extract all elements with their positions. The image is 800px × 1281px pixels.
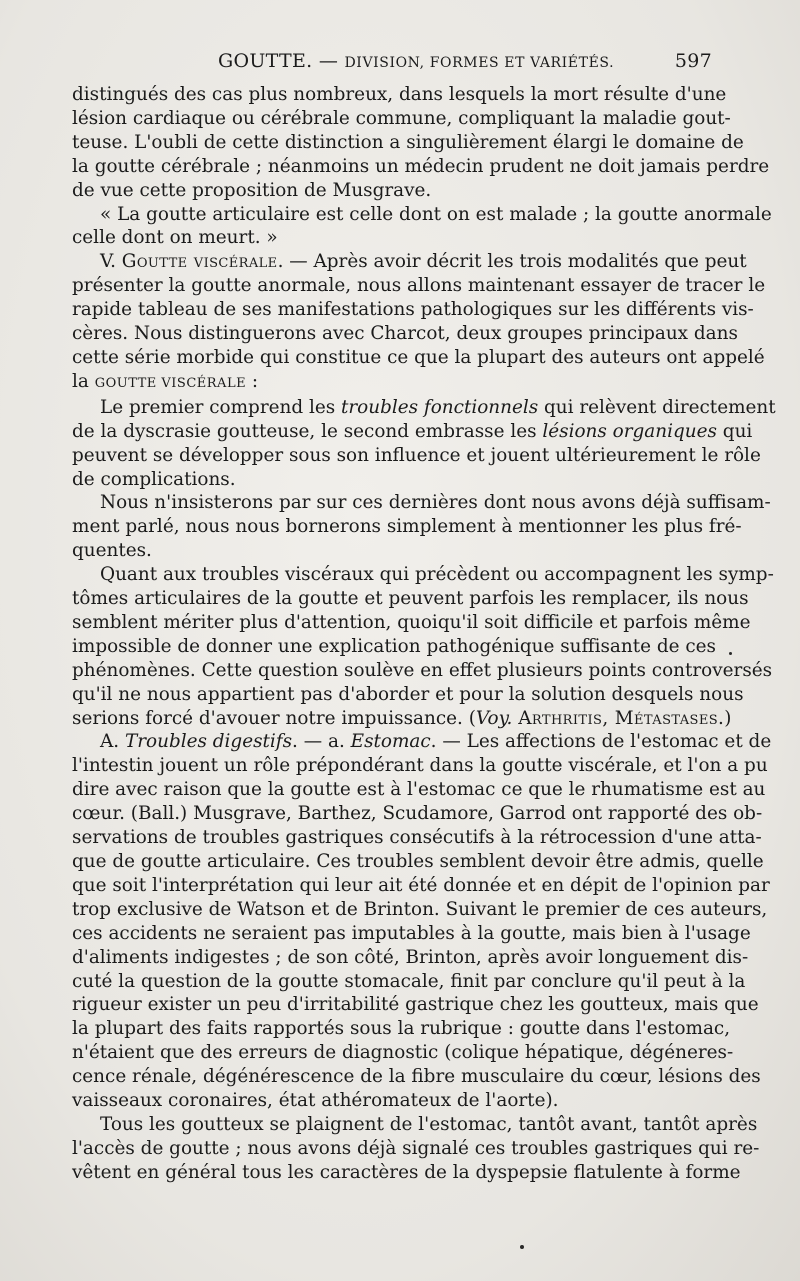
text-line: tômes articulaires de la goutte et peuvent parfois les remplacer, ils nous bbox=[72, 588, 749, 610]
text-line bbox=[72, 250, 747, 274]
text-line: lésion cardiaque ou cérébrale commune, compliquant la maladie gout- bbox=[72, 107, 731, 129]
text-line: cette série morbide qui constitue ce que la plupart des auteurs ont appelé bbox=[72, 346, 765, 368]
text-line bbox=[72, 420, 753, 444]
text-line: cœur. (Ball.) Musgrave, Barthez, Scudamore, Garrod ont rapporté des ob- bbox=[72, 803, 763, 825]
header-subtitle: DIVISION, FORMES ET VARIÉTÉS. bbox=[344, 55, 615, 71]
text-line: ment parlé, nous nous bornerons simplement à mentionner les plus fré- bbox=[72, 516, 742, 538]
text-line: peuvent se développer sous son influence et jouent ultérieurement le rôle bbox=[72, 444, 761, 466]
text-line: teuse. L'oubli de cette distinction a singulièrement élargi le domaine de bbox=[72, 131, 744, 153]
line-segment: Le premier comprend les bbox=[100, 396, 341, 418]
running-title bbox=[218, 50, 614, 72]
text-line: Nous n'insisterons par sur ces dernières dont nous avons déjà suffisam- bbox=[100, 492, 771, 514]
text-line: la goutte cérébrale ; néanmoins un médecin prudent ne doit jamais perdre bbox=[72, 155, 770, 177]
text-line: d'aliments indigestes ; de son côté, Brinton, après avoir longuement dis- bbox=[72, 946, 749, 968]
line-segment: la bbox=[72, 370, 95, 392]
text-line: phénomènes. Cette question soulève en effet plusieurs points controversés bbox=[72, 659, 773, 681]
text-line: celle dont on meurt. » bbox=[72, 227, 278, 249]
ink-speck bbox=[520, 1245, 524, 1249]
section-heading: Goutte viscérale bbox=[121, 251, 278, 273]
line-segment: qui relèvent directement bbox=[538, 396, 776, 418]
text-line: quentes. bbox=[72, 540, 152, 562]
text-line: de vue cette proposition de Musgrave. bbox=[72, 179, 432, 201]
text-line: cères. Nous distinguerons avec Charcot, deux groupes principaux dans bbox=[72, 323, 738, 345]
text-line: rapide tableau de ses manifestations pathologiques sur les différents vis- bbox=[72, 299, 754, 321]
text-line: rigueur exister un peu d'irritabilité gastrique chez les goutteux, mais que bbox=[72, 994, 759, 1016]
text-line bbox=[72, 730, 772, 754]
header-dash: — bbox=[318, 50, 339, 72]
text-line: présenter la goutte anormale, nous allons maintenant essayer de tracer le bbox=[72, 275, 766, 297]
italic-term: Voy. bbox=[475, 707, 513, 729]
line-segment: : bbox=[246, 370, 259, 392]
text-line: que soit l'interprétation qui leur ait été donnée et en dépit de l'opinion par bbox=[72, 874, 770, 896]
ink-speck bbox=[729, 652, 732, 655]
text-line: distingués des cas plus nombreux, dans lesquels la mort résulte d'une bbox=[72, 84, 727, 105]
text-line: n'étaient que des erreurs de diagnostic (colique hépatique, dégéneres- bbox=[72, 1042, 734, 1064]
italic-term: troubles fonctionnels bbox=[341, 396, 539, 418]
text-line: vêtent en général tous les caractères de la dyspepsie flatulente à forme bbox=[72, 1161, 741, 1183]
page-number: 597 bbox=[674, 50, 712, 72]
text-line: vaisseaux coronaires, état athéromateux de l'aorte). bbox=[72, 1090, 559, 1112]
text-line: la plupart des faits rapportés sous la rubrique : goutte dans l'estomac, bbox=[72, 1018, 731, 1040]
text-line: semblent mériter plus d'attention, quoiqu'il soit difficile et parfois même bbox=[72, 611, 751, 633]
text-line: dire avec raison que la goutte est à l'estomac ce que le rhumatisme est au bbox=[72, 779, 766, 801]
body-text bbox=[72, 83, 776, 1185]
line-segment: . — Après avoir décrit les trois modalités que peut bbox=[277, 251, 747, 273]
line-segment: A. bbox=[100, 731, 125, 753]
cross-reference: Arthritis, Métastases. bbox=[518, 707, 725, 729]
italic-heading: Troubles digestifs bbox=[124, 731, 293, 753]
text-line: que de goutte articulaire. Ces troubles semblent devoir être admis, quelle bbox=[72, 851, 764, 872]
text-line: l'accès de goutte ; nous avons déjà signalé ces troubles gastriques qui re- bbox=[72, 1137, 760, 1159]
text-line: servations de troubles gastriques consécutifs à la rétrocession d'une atta- bbox=[72, 827, 762, 849]
text-line: trop exclusive de Watson et de Brinton. Suivant le premier de ces auteurs, bbox=[72, 898, 768, 920]
text-line bbox=[72, 707, 732, 731]
text-line: Tous les goutteux se plaignent de l'estomac, tantôt avant, tantôt après bbox=[100, 1113, 758, 1135]
line-segment: ) bbox=[724, 707, 732, 729]
line-segment: . — Les affections de l'estomac et de bbox=[430, 731, 772, 753]
text-line: de complications. bbox=[72, 468, 236, 490]
running-header bbox=[72, 50, 716, 74]
text-line: ces accidents ne seraient pas imputables à la goutte, mais bien à l'usage bbox=[72, 922, 751, 944]
line-segment: qui bbox=[716, 420, 753, 442]
italic-heading: Estomac bbox=[350, 731, 431, 753]
text-line bbox=[72, 396, 776, 420]
text-line: cuté la question de la goutte stomacale, finit par conclure qu'il peut à la bbox=[72, 970, 746, 992]
italic-term: lésions organiques bbox=[542, 420, 717, 442]
text-line: « La goutte articulaire est celle dont on est malade ; la goutte anormale bbox=[100, 203, 772, 225]
text-line: qu'il ne nous appartient pas d'aborder et pour la solution desquels nous bbox=[72, 683, 744, 705]
text-line: impossible de donner une explication pathogénique suffisante de ces bbox=[72, 635, 716, 657]
small-caps-term: GOUTTE VISCÉRALE bbox=[94, 375, 247, 391]
text-line: l'intestin jouent un rôle prépondérant dans la goutte viscérale, et l'on a pu bbox=[72, 755, 768, 777]
text-line: Quant aux troubles viscéraux qui précèdent ou accompagnent les symp- bbox=[100, 564, 774, 586]
text-line bbox=[72, 370, 716, 396]
header-title: GOUTTE. bbox=[218, 50, 313, 72]
section-number: V. bbox=[100, 251, 122, 273]
line-segment: . — a. bbox=[292, 731, 351, 753]
line-segment: de la dyscrasie goutteuse, le second embrasse les bbox=[72, 420, 543, 442]
line-segment: serions forcé d'avouer notre impuissance. ( bbox=[72, 707, 476, 729]
text-line: cence rénale, dégénérescence de la fibre musculaire du cœur, lésions des bbox=[72, 1066, 761, 1088]
